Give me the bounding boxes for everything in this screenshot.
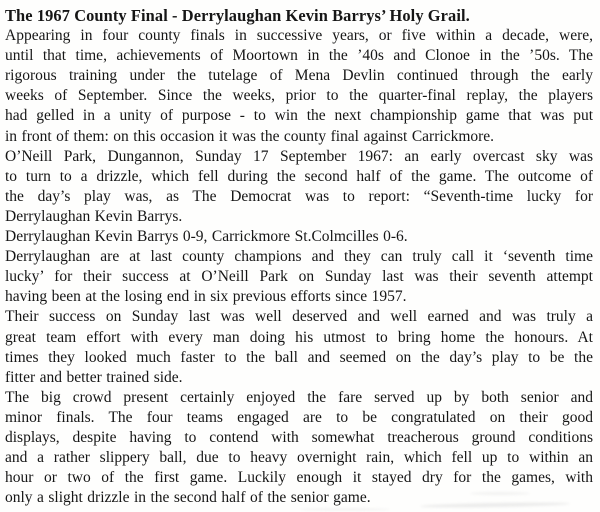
text-line: displays, despite having to contend with somewhat treacherous ground conditions — [5, 428, 593, 446]
text-line: until that time, achievements of Moortown in the ’40s and Clonoe in the ’50s. The — [5, 47, 593, 65]
paragraph-intro — [5, 26, 593, 147]
paragraph-crowd — [5, 388, 593, 509]
text-line: having been at the losing end in six previous efforts since 1957. — [5, 288, 407, 306]
text-line: had gelled in a unity of purpose - to win the next championship game that was put — [5, 107, 593, 125]
paragraph-team-effort — [5, 307, 593, 387]
scoreline: Derrylaughan Kevin Barrys 0-9, Carrickmore St.Colmcilles 0-6. — [5, 228, 408, 246]
text-line: hour or two of the first game. Luckily enough it stayed dry for the games, with — [5, 469, 593, 487]
text-line: to turn to a drizzle, which fell during the second half of the game. The outcome of — [5, 167, 593, 185]
paragraph-scoreline — [5, 227, 593, 247]
text-line: Appearing in four county finals in successive years, or five within a decade, were, — [5, 27, 593, 45]
text-line: Their success on Sunday last was well deserved and well earned and was truly a — [5, 308, 593, 326]
text-line: fitter and better trained side. — [5, 368, 183, 386]
paragraph-champions — [5, 247, 593, 307]
text-line: rigorous training under the tutelage of Mena Devlin continued through the early — [5, 67, 593, 85]
text-line: only a slight drizzle in the second half of the senior game. — [5, 489, 371, 507]
text-line: and a rather slippery ball, due to heavy overnight rain, which fell up to within an — [5, 449, 593, 467]
scan-smudge — [300, 508, 390, 511]
text-line: weeks of September. Since the weeks, prior to the quarter-final replay, the players — [5, 87, 593, 105]
text-line: the day’s play was, as The Democrat was to report: “Seventh-time lucky for — [5, 187, 593, 205]
paragraph-match-report — [5, 147, 593, 227]
text-line: Derrylaughan Kevin Barrys. — [5, 207, 183, 225]
text-line: Derrylaughan are at last county champions and they can truly call it ‘seventh time — [5, 248, 593, 266]
text-line: lucky’ for their success at O’Neill Park on Sunday last was their seventh attempt — [5, 268, 593, 286]
text-line: minor finals. The four teams engaged are to be congratulated on their good — [5, 408, 593, 426]
text-line: in front of them: on this occasion it was the county final against Carrickmore. — [5, 127, 495, 145]
text-line: great team effort with every man doing his utmost to bring home the honours. At — [5, 328, 593, 346]
text-line: O’Neill Park, Dungannon, Sunday 17 September 1967: an early overcast sky was — [5, 147, 593, 165]
text-line: times they looked much faster to the ball and seemed on the day’s play to be the — [5, 348, 593, 366]
text-line: The big crowd present certainly enjoyed the fare served up by both senior and — [5, 388, 593, 406]
document-title: The 1967 County Final - Derrylaughan Kevin Barrys’ Holy Grail. — [5, 6, 470, 25]
